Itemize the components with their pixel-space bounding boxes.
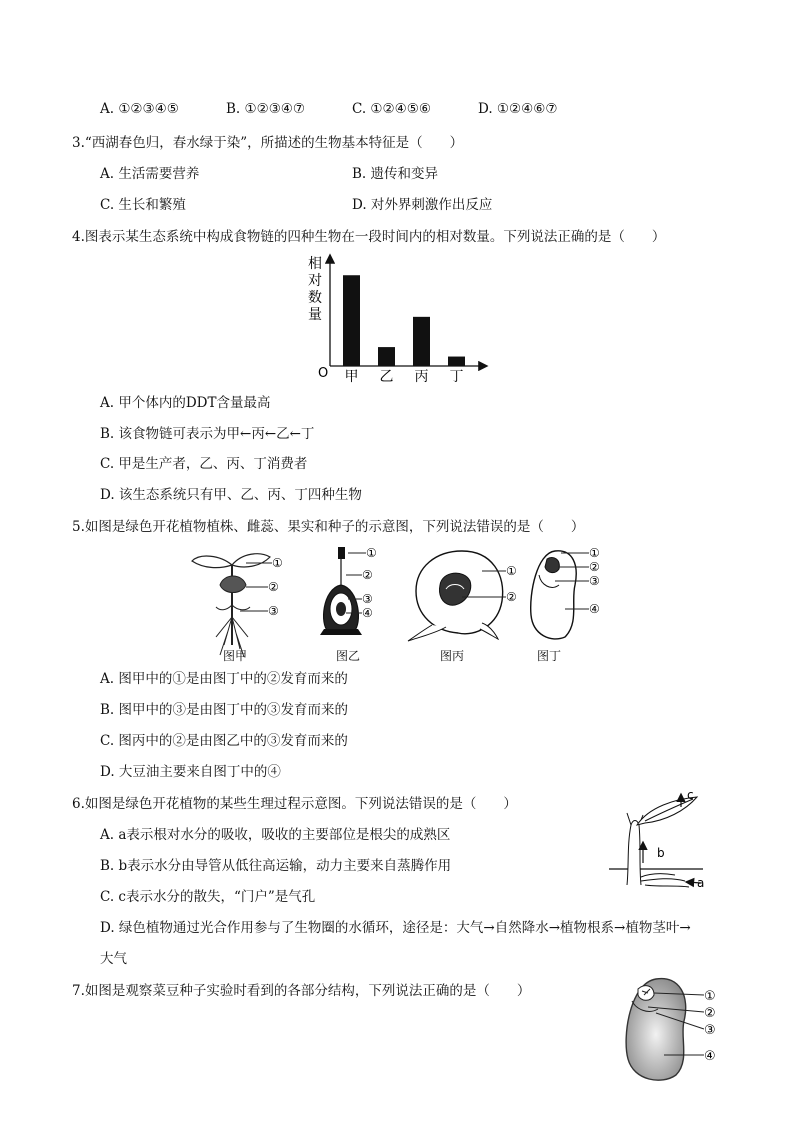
bar-1 (378, 347, 395, 366)
figure-ding-caption: 图丁 (537, 649, 562, 663)
category-label-3: 丁 (449, 369, 464, 385)
bean-label-1: ① (704, 989, 716, 1004)
q4-option-d: D. 该生态系统只有甲、乙、丙、丁四种生物 (100, 487, 362, 503)
q5-option-c: C. 图丙中的②是由图乙中的③发育而来的 (100, 733, 348, 749)
q2-options (100, 101, 660, 117)
q6-option-d-continued: 大气 (100, 951, 127, 967)
q5-stem: 5.如图是绿色开花植物植株、雌蕊、果实和种子的示意图，下列说法错误的是（ ） (72, 519, 585, 535)
figure-bing-fruit (402, 545, 527, 645)
q5-option-a: A. 图甲中的①是由图丁中的②发育而来的 (100, 671, 348, 687)
figure-bean-seed (620, 975, 730, 1087)
ylabel-char-0: 相 (308, 256, 322, 272)
category-label-0: 甲 (344, 369, 359, 385)
yi-label-4: ④ (362, 606, 373, 620)
q7-stem: 7.如图是观察菜豆种子实验时看到的各部分结构，下列说法正确的是（ ） (72, 983, 531, 999)
ylabel-char-2: 数 (308, 290, 322, 306)
ding-label-1: ① (589, 546, 600, 560)
y-axis-label (308, 255, 322, 323)
bar-0 (343, 275, 360, 366)
jia-label-1: ① (272, 556, 283, 570)
q6-option-a: A. a表示根对水分的吸收，吸收的主要部位是根尖的成熟区 (100, 827, 451, 843)
label-a: a (697, 876, 705, 890)
origin-label: O (318, 366, 329, 381)
ylabel-char-1: 对 (308, 273, 322, 289)
q2-option-c: C. ①②④⑤⑥ (352, 101, 431, 117)
yi-label-3: ③ (362, 592, 373, 606)
yi-label-1: ① (366, 546, 377, 560)
q6-stem: 6.如图是绿色开花植物的某些生理过程示意图。下列说法错误的是（ ） (72, 796, 517, 812)
bean-label-4: ④ (704, 1049, 716, 1064)
category-label-2: 丙 (414, 369, 429, 385)
figure-yi-caption: 图乙 (336, 649, 361, 663)
ding-label-3: ③ (589, 574, 600, 588)
q2-option-b: B. ①②③④⑦ (226, 101, 306, 117)
q4-stem: 4.图表示某生态系统中构成食物链的四种生物在一段时间内的相对数量。下列说法正确的是（ ） (72, 229, 666, 245)
q5-option-d: D. 大豆油主要来自图丁中的④ (100, 764, 281, 780)
q6-option-b: B. b表示水分由导管从低往高运输，动力主要来自蒸腾作用 (100, 858, 452, 874)
relative-quantity-bar-chart (300, 250, 500, 390)
ding-label-2: ② (589, 560, 600, 574)
ylabel-char-3: 量 (308, 307, 322, 323)
q3-option-c: C. 生长和繁殖 (100, 197, 186, 213)
figure-water-cycle-plant (605, 785, 720, 895)
yi-label-2: ② (362, 568, 373, 582)
bean-label-2: ② (704, 1006, 716, 1021)
figure-bing-caption: 图丙 (440, 649, 465, 663)
label-b: b (657, 846, 665, 860)
figure-jia-caption: 图甲 (223, 649, 248, 663)
figure-yi-pistil (310, 545, 385, 645)
figure-ding-seed (525, 545, 610, 645)
jia-label-2: ② (268, 580, 279, 594)
jia-label-3: ③ (268, 604, 279, 618)
q4-option-c: C. 甲是生产者，乙、丙、丁消费者 (100, 456, 308, 472)
q3-option-d: D. 对外界刺激作出反应 (352, 197, 493, 213)
q6-option-c: C. c表示水分的散失，“门户”是气孔 (100, 889, 316, 905)
q2-option-a: A. ①②③④⑤ (100, 101, 179, 117)
bean-label-3: ③ (704, 1023, 716, 1038)
q4-option-a: A. 甲个体内的DDT含量最高 (100, 395, 271, 411)
category-label-1: 乙 (379, 369, 394, 385)
q3-option-b: B. 遗传和变异 (352, 166, 439, 182)
bar-2 (413, 317, 430, 366)
bing-label-1: ① (506, 564, 517, 578)
q5-option-b: B. 图甲中的③是由图丁中的③发育而来的 (100, 702, 349, 718)
ding-label-4: ④ (589, 602, 600, 616)
q6-option-d: D. 绿色植物通过光合作用参与了生物圈的水循环，途径是：大气→自然降水→植物根系→植物茎叶→ (100, 920, 691, 936)
bing-label-2: ② (506, 590, 517, 604)
q2-option-d: D. ①②④⑥⑦ (478, 101, 558, 117)
q3-stem: 3.“西湖春色归，春水绿于染”，所描述的生物基本特征是（ ） (72, 135, 464, 151)
label-c: c (687, 788, 694, 802)
q3-option-a: A. 生活需要营养 (100, 166, 200, 182)
q4-option-b: B. 该食物链可表示为甲←丙←乙←丁 (100, 426, 315, 442)
bar-3 (448, 357, 465, 366)
